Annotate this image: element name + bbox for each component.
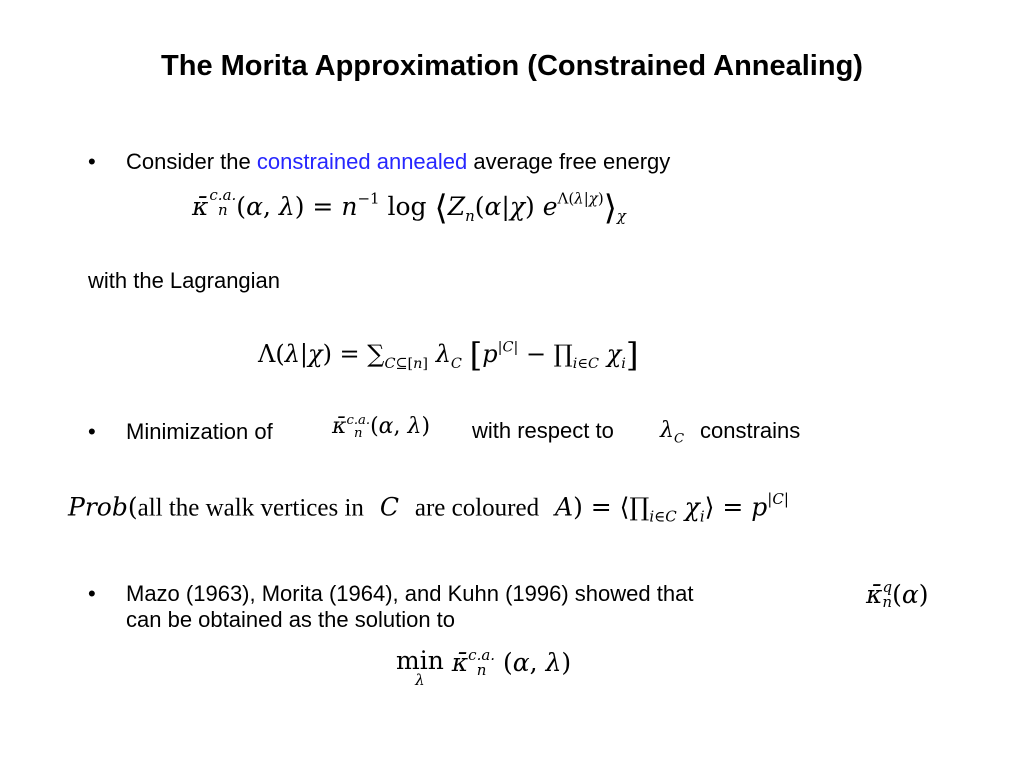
with-lagrangian-text: with the Lagrangian: [88, 268, 281, 293]
bullet-minimization-text-post: constrains: [700, 418, 801, 443]
inline-math-kappa-ca: κ̄ c.a. n (α, λ): [332, 413, 431, 442]
highlight-constrained-annealed: constrained annealed: [256, 149, 468, 174]
bullet-dot: •: [88, 419, 96, 444]
slide-title: The Morita Approximation (Constrained Annealing): [161, 50, 863, 82]
bullet-consider-text: Consider the constrained annealed average free energy: [126, 149, 671, 174]
inline-math-kappa-q: κ̄ q n (α): [866, 578, 929, 611]
bullet-minimization-text-mid: with respect to: [472, 418, 614, 443]
bullet-minimization-text-pre: Minimization of: [126, 419, 273, 444]
equation-probability: Prob(all the walk vertices in C are coloured $A) = ⟨\prod_{i\in C}$ $\chi_i⟩ = p^{|C|}$: [68, 490, 789, 526]
bullet-mmk-line1: Mazo (1963), Morita (1964), and Kuhn (1996) showed that: [126, 581, 694, 606]
inline-math-lambda-c: $\lambda_C$: [660, 418, 685, 447]
bullet-mmk-line2: can be obtained as the solution to: [126, 607, 456, 632]
bullet-dot: •: [88, 581, 96, 606]
equation-free-energy: κ̄ c.a. n (α, $\lambda) = n^{-1}$ $\log ⟨Z_n(\alpha|\chi)$ $e^{\Lambda(\lambda|\chi)}⟩_\chi$: [192, 186, 626, 227]
equation-lagrangian: $\Lambda(\lambda|\chi) = \sum_{C⊆[n]}$ $\lambda_C$ [$p^{|C|}$ − $\prod_{i\in C}$ $\chi_i$]: [258, 336, 639, 374]
equation-min-lambda: min λ κ̄ c.a. n (α, λ): [396, 646, 572, 689]
bullet-dot: •: [88, 149, 96, 174]
